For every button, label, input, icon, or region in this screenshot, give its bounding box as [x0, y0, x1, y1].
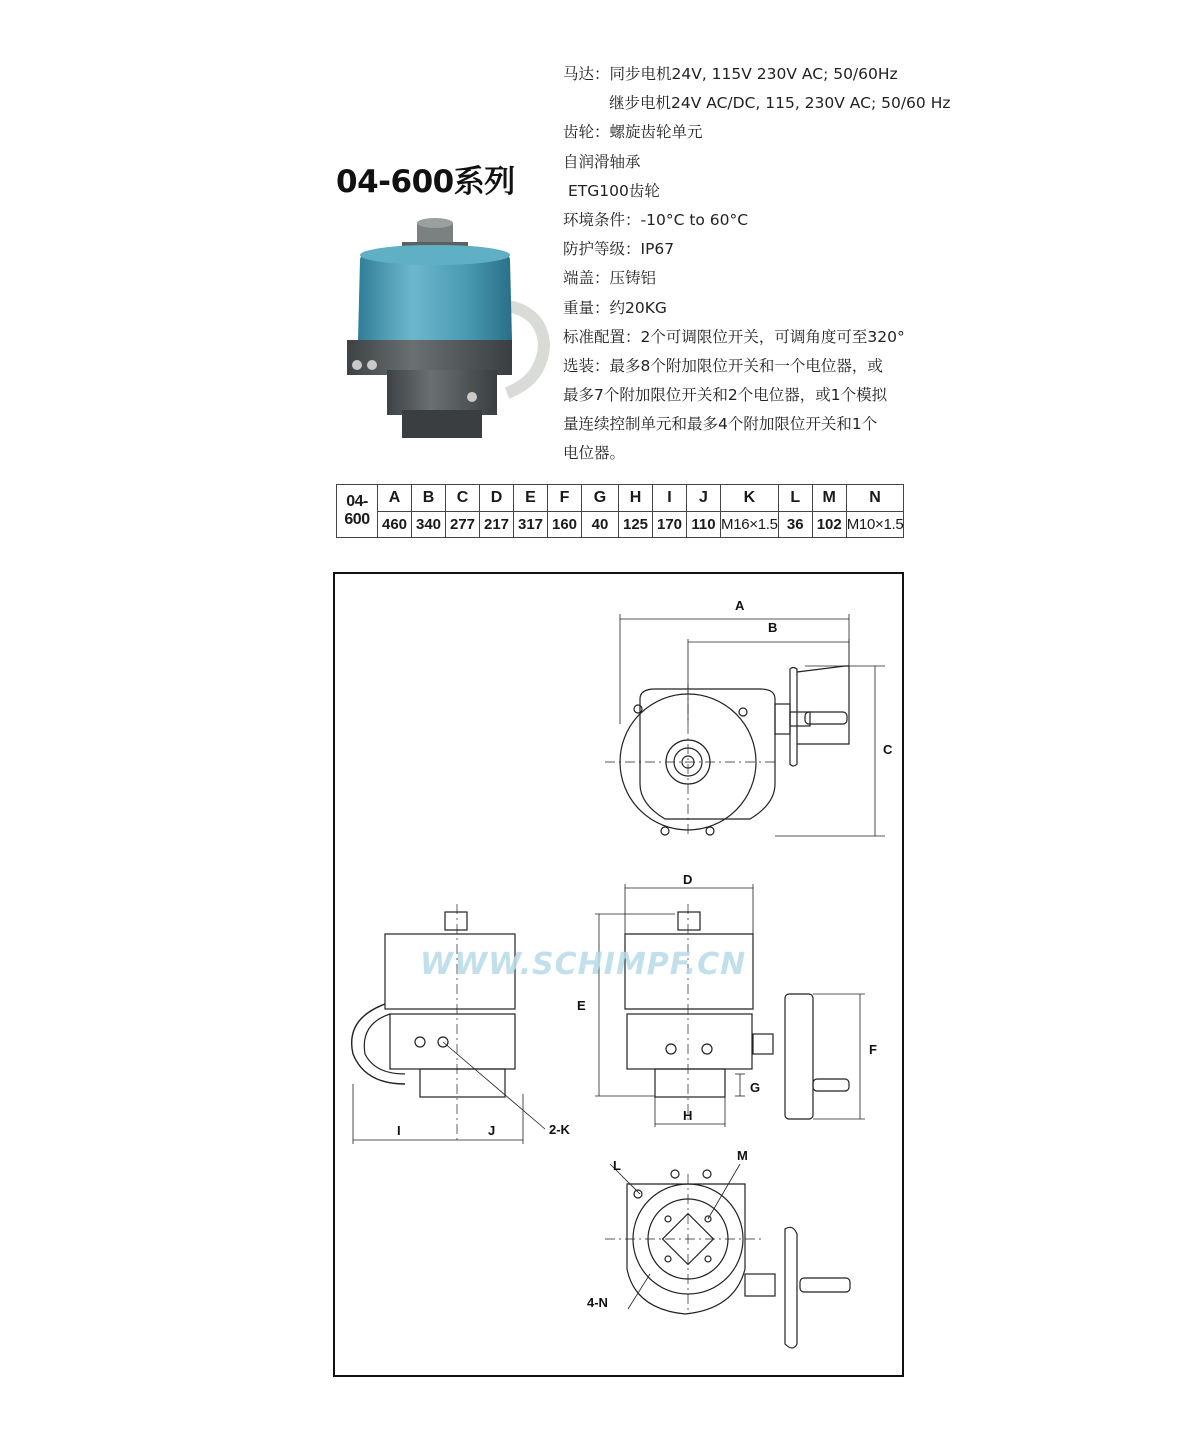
value-cell: 170	[653, 512, 687, 538]
dim-label-f: F	[869, 1042, 877, 1057]
page-title: 04-600系列	[336, 164, 515, 200]
header-cell: B	[412, 485, 446, 512]
value-cell: M16×1.5	[721, 512, 779, 538]
value-cell: 102	[812, 512, 846, 538]
value-cell: 460	[378, 512, 412, 538]
value-cell: 277	[446, 512, 480, 538]
value-cell: M10×1.5	[846, 512, 904, 538]
dimension-table	[336, 484, 904, 538]
dim-label-l: L	[613, 1158, 621, 1173]
front-view	[595, 884, 865, 1127]
value-cell: 110	[687, 512, 721, 538]
header-cell: N	[846, 485, 904, 512]
dimension-value-row	[337, 512, 904, 538]
spec-options-1: 选装：最多8个附加限位开关和一个电位器，或	[563, 356, 883, 375]
drawing-canvas	[335, 574, 906, 1379]
spec-motor-2: 继步电机24V AC/DC, 115, 230V AC; 50/60 Hz	[609, 94, 951, 113]
dim-label-m: M	[737, 1148, 748, 1163]
dim-label-h: H	[683, 1108, 693, 1123]
spec-bearing: 自润滑轴承	[563, 152, 641, 171]
spec-environment: 环境条件：-10°C to 60°C	[563, 210, 749, 229]
header-cell: A	[378, 485, 412, 512]
spec-options-4: 电位器。	[563, 444, 626, 463]
technical-drawing	[333, 572, 904, 1377]
header-cell: E	[514, 485, 548, 512]
spec-list	[563, 60, 983, 469]
dimension-header-row	[337, 485, 904, 512]
header-cell: L	[778, 485, 812, 512]
value-cell: 40	[582, 512, 619, 538]
spec-options-3: 量连续控制单元和最多4个附加限位开关和1个	[563, 415, 878, 434]
dim-label-j: J	[488, 1123, 496, 1138]
dim-label-d: D	[683, 872, 693, 887]
dim-label-c: C	[883, 742, 893, 757]
dim-label-k: 2-K	[549, 1122, 570, 1137]
header-cell: F	[548, 485, 582, 512]
spec-weight: 重量：约20KG	[563, 298, 667, 317]
watermark: WWW.SCHIMPF.CN	[420, 947, 747, 982]
header-cell: J	[687, 485, 721, 512]
value-cell: 125	[619, 512, 653, 538]
value-cell: 340	[412, 512, 446, 538]
spec-motor-1: 马达：同步电机24V, 115V 230V AC; 50/60Hz	[563, 65, 898, 83]
header-cell: K	[721, 485, 779, 512]
header-cell: G	[582, 485, 619, 512]
dim-label-b: B	[768, 620, 778, 635]
top-view	[605, 614, 885, 836]
spec-cover: 端盖：压铸铝	[563, 269, 657, 288]
dim-label-g: G	[750, 1080, 761, 1095]
spec-etg: ETG100齿轮	[568, 181, 660, 200]
value-cell: 160	[548, 512, 582, 538]
dim-label-a: A	[735, 598, 745, 613]
spec-standard: 标准配置：2个可调限位开关，可调角度可至320°	[563, 327, 905, 346]
value-cell: 36	[778, 512, 812, 538]
actuator-product-image	[332, 215, 562, 455]
bottom-view	[605, 1164, 850, 1348]
value-cell: 317	[514, 512, 548, 538]
model-cell: 04-600	[337, 485, 378, 538]
header-cell: D	[480, 485, 514, 512]
header-cell: I	[653, 485, 687, 512]
value-cell: 217	[480, 512, 514, 538]
side-view	[352, 904, 545, 1144]
header-cell: M	[812, 485, 846, 512]
header-cell: H	[619, 485, 653, 512]
spec-options-2: 最多7个附加限位开关和2个电位器，或1个模拟	[563, 386, 888, 405]
dim-label-i: I	[397, 1123, 401, 1138]
spec-protection: 防护等级：IP67	[563, 240, 675, 259]
spec-gear: 齿轮：螺旋齿轮单元	[563, 123, 703, 142]
dim-label-e: E	[577, 998, 586, 1013]
header-cell: C	[446, 485, 480, 512]
dim-label-n: 4-N	[587, 1295, 608, 1310]
